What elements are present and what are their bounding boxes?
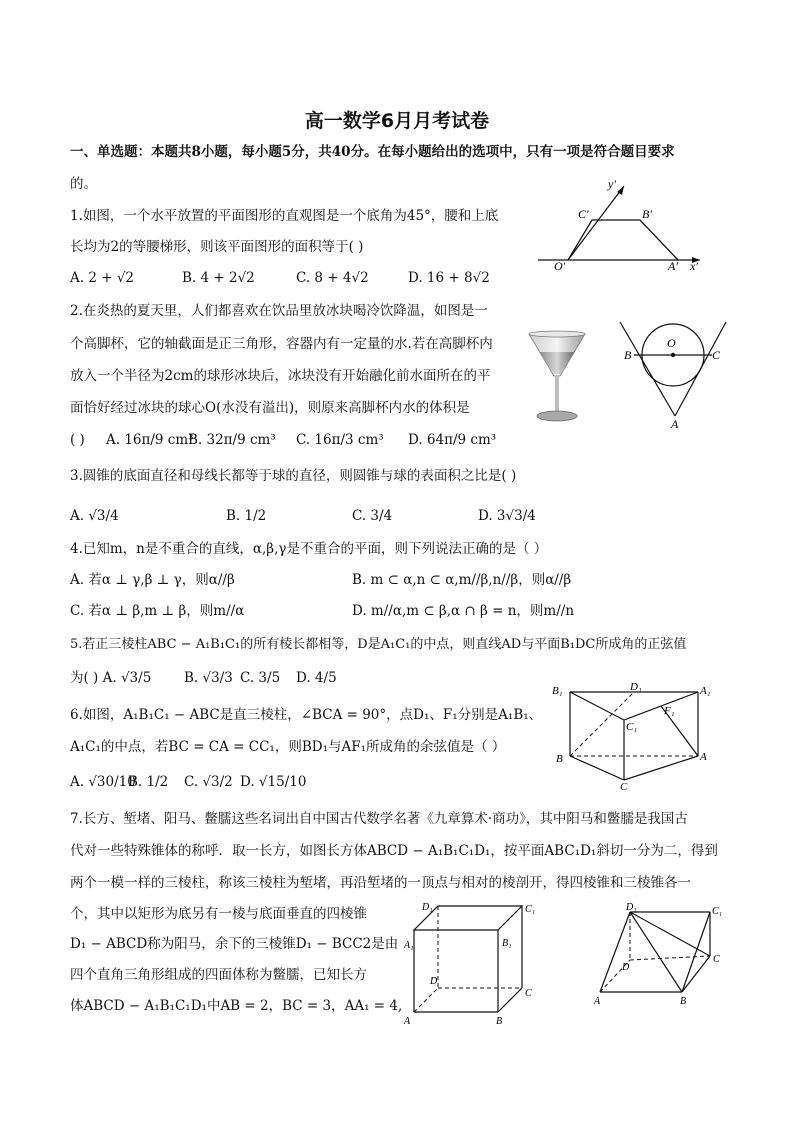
q4-stem: 4.已知m，n是不重合的直线，α,β,γ是不重合的平面，则下列说法正确的是（ ） [70, 541, 548, 557]
q2-label-b: B [624, 348, 632, 362]
q6-label-a1: A₁ [700, 685, 711, 697]
q4-option-a[interactable]: A. 若α ⊥ γ,β ⊥ γ，则α//β [70, 572, 235, 588]
q6-option-c[interactable]: C. √3/2 [184, 774, 233, 790]
q1-stem-line2: 长均为2的等腰梯形，则该平面图形的面积等于( ) [70, 239, 364, 255]
q1-label-a: A′ [668, 259, 678, 272]
q7f2-label-a: A [594, 996, 601, 1007]
q1-option-b[interactable]: B. 4 + 2√2 [182, 270, 255, 286]
q2-label-c: C [712, 348, 721, 362]
q2-stem-line3: 放入一个半径为2cm的球形冰块后，冰块没有开始融化前水面所在的平 [70, 368, 491, 384]
q5-option-b[interactable]: B. √3/3 [184, 670, 233, 686]
q4-option-d[interactable]: D. m//α,m ⊂ β,α ∩ β = n，则m//n [352, 603, 575, 619]
q6-label-c: C [620, 781, 628, 792]
q3-option-d[interactable]: D. 3√3/4 [478, 508, 536, 524]
q7f1-label-b1: B₁ [502, 938, 512, 949]
q3-option-c[interactable]: C. 3/4 [352, 508, 393, 524]
q6-label-d1: D₁ [630, 681, 642, 693]
q1-label-y: y′ [608, 177, 616, 191]
q2-option-a[interactable]: A. 16π/9 cm³ [106, 432, 194, 448]
q7-stem-line4: 个，其中以矩形为底另有一棱与底面垂直的四棱锥 [70, 906, 367, 922]
q2-stem-line1: 2.在炎热的夏天里，人们都喜欢在饮品里放冰块喝冷饮降温，如图是一 [70, 303, 488, 319]
q7-stem-line3: 两个一模一样的三棱柱，称该三棱柱为堑堵，再沿堑堵的一顶点与相对的棱剖开，得四棱锥和三棱锥各一 [70, 875, 691, 891]
q6-stem-line1: 6.如图，A₁B₁C₁ − ABC是直三棱柱，∠BCA = 90°，点D₁、F₁分别是A₁B₁、 [70, 707, 543, 723]
goblet-image [526, 330, 588, 426]
q6-stem-line2: A₁C₁的中点，若BC = CA = CC₁，则BD₁与AF₁所成角的余弦值是（ ） [70, 739, 506, 755]
q2-stem-line2: 个高脚杯，它的轴截面是正三角形，容器内有一定量的水.若在高脚杯内 [70, 336, 493, 352]
q7f1-label-d1: D₁ [422, 902, 433, 913]
q5-stem-line1: 5.若正三棱柱ABC − A₁B₁C₁的所有棱长都相等，D是A₁C₁的中点，则直线AD与平面B₁DC所成角的正弦值 [70, 637, 687, 652]
q5-option-d[interactable]: D. 4/5 [296, 670, 337, 686]
section-heading: 一、单选题：本题共8小题，每小题5分，共40分。在每小题给出的选项中，只有一项是符合题目要求 [70, 144, 675, 160]
q7f1-label-c: C [525, 988, 532, 999]
q5-option-a[interactable]: 为( ) A. √3/5 [70, 670, 152, 686]
q6-label-b: B [556, 753, 563, 765]
page-title: 高一数学6月月考试卷 [304, 110, 490, 132]
q7f1-label-c1: C₁ [525, 904, 536, 915]
q2-option-d[interactable]: D. 64π/9 cm³ [408, 432, 497, 448]
q1-option-c[interactable]: C. 8 + 4√2 [296, 270, 369, 286]
q6-label-f1: F₁ [664, 705, 675, 717]
q2-option-b[interactable]: B. 32π/9 cm³ [188, 432, 276, 448]
q6-label-b1: B₁ [552, 685, 563, 697]
q7f2-label-c1: C₁ [712, 906, 723, 917]
q7f1-label-a1: A₁ [404, 940, 414, 951]
q7-cuboid-figure [402, 900, 542, 1030]
q7f2-label-c: C [713, 954, 720, 965]
q2-paren: ( ) [70, 432, 85, 448]
q3-option-a[interactable]: A. √3/4 [70, 508, 119, 524]
q7-stem-line6: 四个直角三角形组成的四面体称为鳖臑，已知长方 [70, 967, 367, 983]
q2-cross-section-figure [608, 318, 734, 430]
q1-label-b: B′ [642, 207, 652, 221]
q3-option-b[interactable]: B. 1/2 [226, 508, 267, 524]
q7-dissection-figure [590, 900, 730, 1012]
q7-stem-line5: D₁ − ABCD称为阳马，余下的三棱锥D₁ − BCC2是由 [70, 936, 399, 952]
q1-option-a[interactable]: A. 2 + √2 [70, 270, 135, 286]
q2-label-a: A [671, 417, 679, 430]
q3-stem: 3.圆锥的底面直径和母线长都等于球的直径，则圆锥与球的表面积之比是( ) [70, 468, 517, 484]
q2-option-c[interactable]: C. 16π/3 cm³ [296, 432, 384, 448]
q1-label-x: x′ [690, 259, 698, 272]
q6-prism-figure [546, 680, 726, 792]
q7f1-label-d: D [430, 976, 438, 987]
q7f2-label-d1: D₁ [626, 902, 637, 913]
q1-label-o: O′ [554, 259, 566, 272]
q1-label-c: C′ [578, 207, 589, 221]
q7-stem-line2: 代对一些特殊锥体的称呼．取一长方，如图长方体ABCD − A₁B₁C₁D₁，按平面ABC₁D₁斜切一分为二，得到 [70, 843, 718, 859]
q4-option-b[interactable]: B. m ⊂ α,n ⊂ α,m//β,n//β，则α//β [352, 572, 572, 588]
q7-stem-line7: 体ABCD − A₁B₁C₁D₁中AB = 2，BC = 3，AA₁ = 4, [70, 998, 403, 1014]
q7f2-label-d: D [622, 962, 630, 973]
section-heading-cont: 的。 [70, 176, 97, 192]
q4-option-c[interactable]: C. 若α ⊥ β,m ⊥ β，则m//α [70, 603, 245, 619]
q7f2-label-b: B [680, 996, 687, 1007]
q6-option-a[interactable]: A. √30/10 [70, 774, 136, 790]
q2-stem-line4: 面恰好经过冰块的球心O(水没有溢出)，则原来高脚杯内水的体积是 [70, 400, 470, 416]
q2-label-o: O [667, 336, 676, 350]
q6-option-d[interactable]: D. √15/10 [240, 774, 307, 790]
q7f1-label-b: B [496, 1016, 503, 1027]
q6-label-c1: C₁ [626, 721, 638, 733]
q7f1-label-a: A [404, 1016, 411, 1027]
q7-stem-line1: 7.长方、堑堵、阳马、鳖臑这些名词出自中国古代数学名著《九章算术·商功》，其中阳马和鳖臑是我国古 [70, 811, 688, 827]
q6-option-b[interactable]: B. 1/2 [128, 774, 169, 790]
q5-option-c[interactable]: C. 3/5 [240, 670, 281, 686]
q1-stem-line1: 1.如图，一个水平放置的平面图形的直观图是一个底角为45°，腰和上底 [70, 208, 499, 224]
q6-label-a: A [700, 751, 707, 763]
q1-trapezoid-figure [528, 172, 708, 272]
q1-option-d[interactable]: D. 16 + 8√2 [408, 270, 490, 286]
